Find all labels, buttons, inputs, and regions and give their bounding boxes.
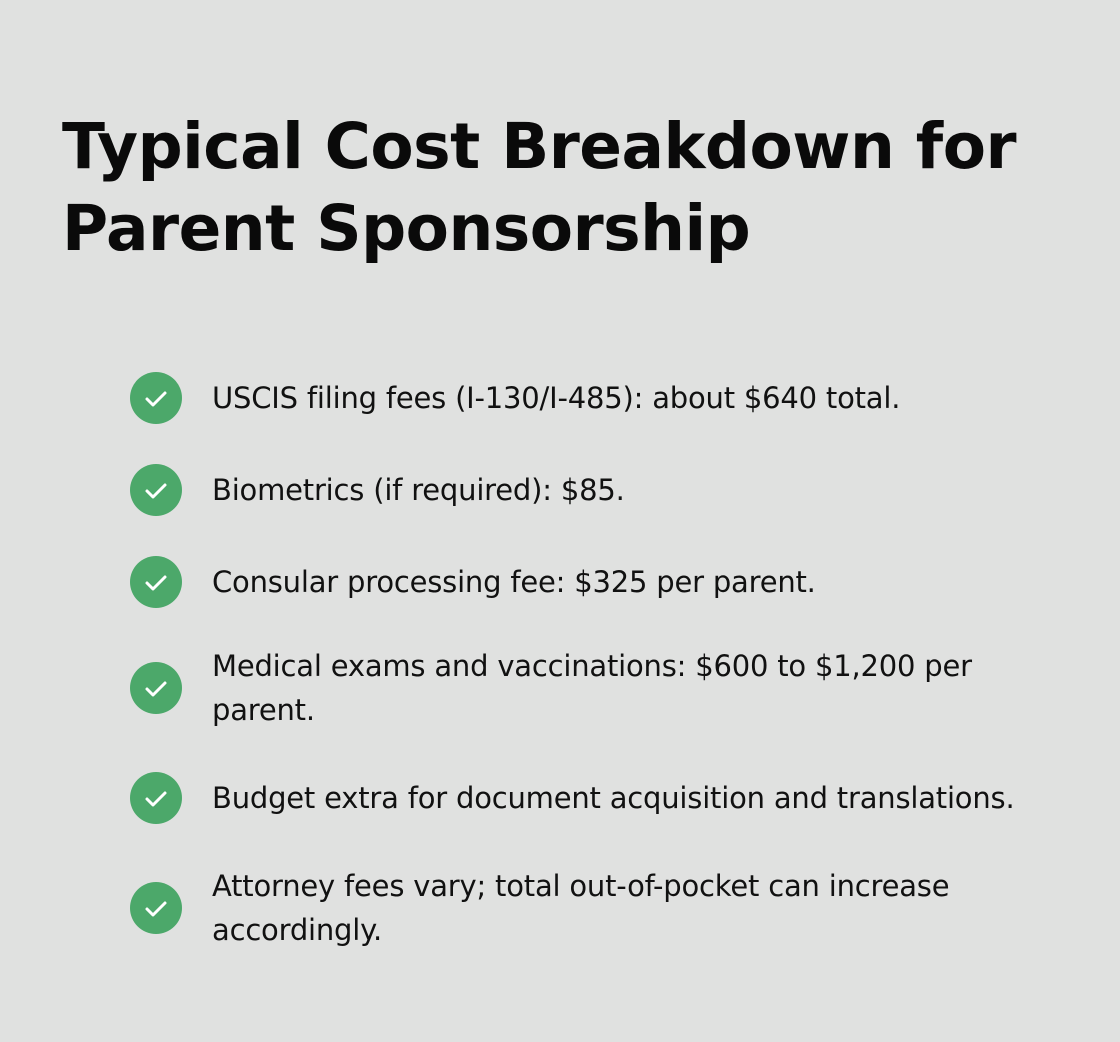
check-circle-icon <box>130 464 182 516</box>
page-title: Typical Cost Breakdown for Parent Sponsorship <box>62 110 1017 265</box>
check-circle-icon <box>130 772 182 824</box>
check-circle-icon <box>130 662 182 714</box>
check-circle-icon <box>130 882 182 934</box>
list-item-text: Medical exams and vaccinations: $600 to $1,200 per parent. <box>212 649 972 727</box>
list-item-text: Biometrics (if required): $85. <box>212 473 625 507</box>
list-item-text: Consular processing fee: $325 per parent. <box>212 565 816 599</box>
check-circle-icon <box>130 556 182 608</box>
list-item-text: USCIS filing fees (I-130/I-485): about $640 total. <box>212 381 901 415</box>
list-item-text: Budget extra for document acquisition and translations. <box>212 781 1015 815</box>
check-circle-icon <box>130 372 182 424</box>
list-item-text: Attorney fees vary; total out-of-pocket can increase accordingly. <box>212 869 950 947</box>
